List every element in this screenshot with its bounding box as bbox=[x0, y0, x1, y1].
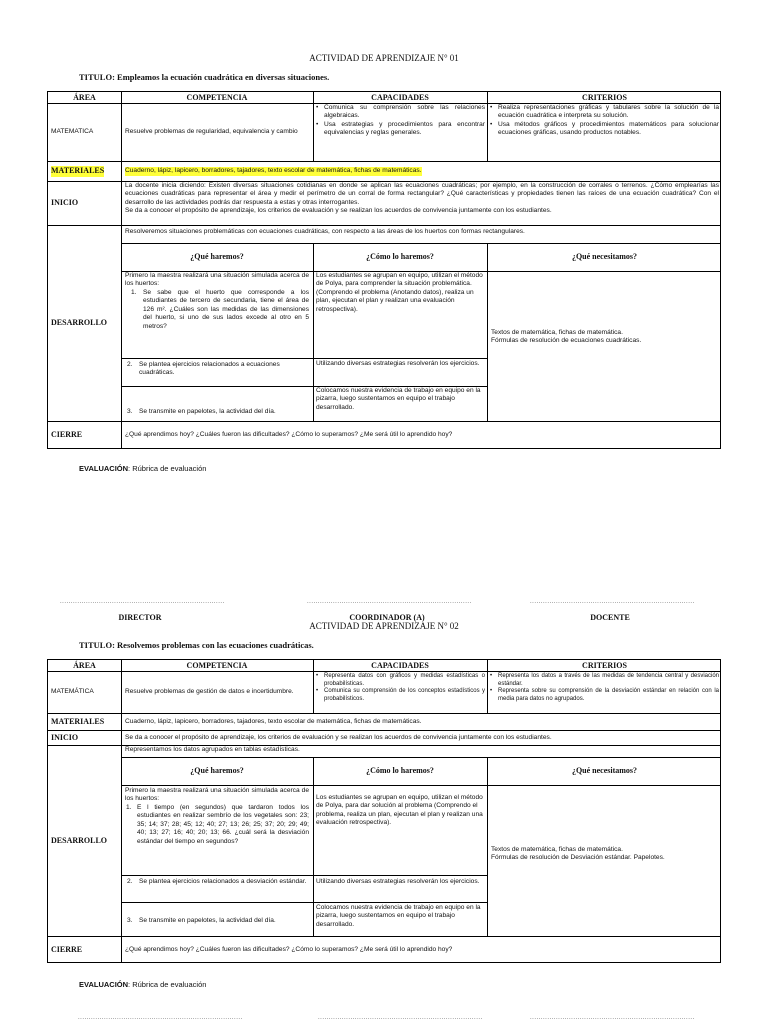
desarrollo-intro: Representamos los datos agrupados en tablas estadísticas. bbox=[125, 746, 300, 753]
title-label: TITULO: bbox=[79, 72, 115, 82]
necesitamos-line: Fórmulas de resolución de ecuaciones cuadráticas. bbox=[491, 337, 642, 345]
list-item: • Usa métodos gráficos y procedimientos matemáticos para solucionar ecuaciones gráficas, usando productos notables. bbox=[489, 121, 719, 138]
inicio-text bbox=[125, 182, 719, 216]
signature-row bbox=[0, 599, 768, 623]
list-item: • Usa estrategias y procedimientos para encontrar equivalencias y reglas generales. bbox=[315, 121, 485, 138]
activity-2-table bbox=[47, 659, 721, 963]
evaluacion-label: EVALUACIÓN bbox=[79, 464, 129, 473]
signature-line: ............................................................................ bbox=[307, 599, 472, 605]
list-item: • Representa los datos a través de las medidas de tendencia central y desviación estándar. bbox=[489, 673, 719, 688]
haremos-intro: Primero la maestra realizará una situación simulada acerca de los huertos: bbox=[125, 787, 309, 803]
signature-role: DIRECTOR bbox=[118, 613, 162, 622]
como-1: Los estudiantes se agrupan en equipo, utilizan el método de Polya, para dar solución al problema (Comprendo el problema, realiza un plan, ejecutan el plan y realizan una evaluación retrospectiva). bbox=[316, 794, 483, 827]
list-item: • Representa datos con gráficos y medidas estadísticas o probabilísticas. bbox=[315, 673, 485, 688]
area-value: MATEMÁTICA bbox=[51, 688, 94, 696]
q-necesitamos: ¿Qué necesitamos? bbox=[571, 252, 638, 262]
cierre-label: CIERRE bbox=[51, 430, 83, 440]
list-item: • Comunica su comprensión sobre las relaciones algebraicas. bbox=[315, 104, 485, 121]
signature-line: ............................................................................ bbox=[78, 1015, 243, 1021]
q-necesitamos: ¿Qué necesitamos? bbox=[571, 766, 638, 776]
activity-1-title bbox=[79, 72, 329, 82]
signature-line: ............................................................................ bbox=[318, 1015, 483, 1021]
col-criterios: CRITERIOS bbox=[582, 93, 627, 102]
haremos-step-3: 3. Se transmite en papelotes, la actividad del día. bbox=[127, 917, 276, 925]
necesitamos-block bbox=[491, 329, 719, 346]
cierre-value: ¿Qué aprendimos hoy? ¿Cuáles fueron las dificultades? ¿Cómo lo superamos? ¿Me será útil lo aprendido hoy? bbox=[125, 946, 453, 954]
inicio-label: INICIO bbox=[51, 198, 79, 208]
activity-2-header: ACTIVIDAD DE APRENDIZAJE N° 02 bbox=[309, 621, 459, 631]
title-text: Resolvemos problemas con las ecuaciones cuadráticas. bbox=[117, 640, 314, 650]
como-3: Colocamos nuestra evidencia de trabajo en equipo en la pizarra, luego sustentamos en equipo el trabajo desarrollado. bbox=[316, 387, 481, 411]
inicio-label: INICIO bbox=[51, 732, 79, 742]
title-text: Empleamos la ecuación cuadrática en diversas situaciones. bbox=[117, 72, 330, 82]
como-2: Utilizando diversas estrategias resolverán los ejercicios. bbox=[316, 360, 480, 367]
activity-1-evaluacion bbox=[79, 464, 206, 473]
col-competencia: COMPETENCIA bbox=[186, 93, 248, 102]
title-label: TITULO: bbox=[79, 640, 115, 650]
como-2: Utilizando diversas estrategias resolverán los ejercicios. bbox=[316, 878, 480, 885]
materiales-label: MATERIALES bbox=[51, 166, 105, 176]
evaluacion-label: EVALUACIÓN bbox=[79, 980, 129, 989]
haremos-block bbox=[125, 272, 309, 331]
col-capacidades: CAPACIDADES bbox=[371, 661, 429, 670]
evaluacion-value: : Rúbrica de evaluación bbox=[128, 980, 207, 989]
col-capacidades: CAPACIDADES bbox=[371, 93, 429, 102]
activity-1-table bbox=[47, 91, 721, 449]
necesitamos-line: Textos de matemática, fichas de matemática. bbox=[491, 846, 623, 853]
signature-line: ............................................................................ bbox=[60, 599, 225, 605]
haremos-step-3: 3. Se transmite en papelotes, la actividad del día. bbox=[127, 407, 276, 415]
q-haremos: ¿Qué haremos? bbox=[190, 252, 244, 262]
haremos-step-2: 2. Se plantea ejercicios relacionados a desviación estándar. bbox=[127, 878, 307, 885]
haremos-intro: Primero la maestra realizará una situación simulada acerca de los huertos: bbox=[125, 272, 309, 288]
col-competencia: COMPETENCIA bbox=[186, 661, 248, 670]
capacidades-list bbox=[315, 104, 485, 138]
signature-role: DOCENTE bbox=[590, 613, 630, 622]
list-item: • Realiza representaciones gráficas y tabulares sobre la solución de la ecuación cuadrática e interpreta su solución. bbox=[489, 104, 719, 121]
list-item: • Representa sobre su comprensión de la desviación estándar en relación con la media para datos no agrupados. bbox=[489, 688, 719, 703]
competencia-value: Resuelve problemas de gestión de datos e incertidumbre. bbox=[125, 688, 294, 696]
haremos-step-1: 1. E l tiempo (en segundos) que tardaron todos los estudiantes en realizar sembrío de los vegetales son: 23; 35; 14; 37; 28; 45; 12; 40; 27; 13; 26; 25; 37; 20; 29; 49; 40; 13; 27; 16; 40; 20; 13; 66. ¿cuál será la desviación estándar del tiempo en segundos? bbox=[126, 803, 309, 845]
signature-line: ............................................................................ bbox=[530, 599, 695, 605]
signature-line: ............................................................................ bbox=[530, 1015, 695, 1021]
activity-2-evaluacion bbox=[79, 980, 206, 989]
activity-1-header: ACTIVIDAD DE APRENDIZAJE N° 01 bbox=[309, 53, 459, 63]
signature-row-2 bbox=[0, 1015, 768, 1024]
necesitamos-block bbox=[491, 846, 719, 863]
desarrollo-label: DESARROLLO bbox=[51, 835, 108, 845]
cierre-label: CIERRE bbox=[51, 945, 83, 955]
criterios-list bbox=[489, 673, 719, 704]
haremos-step-2: 2. Se plantea ejercicios relacionados a ecuaciones cuadráticas. bbox=[127, 361, 280, 377]
haremos-step-1: 1. Se sabe que el huerto que corresponde a los estudiantes de tercero de secundaria, tiene el área de 126 m². ¿Cuáles son las medidas de las dimensiones del huerto, si uno de sus lados excede al otro en 5 metros? bbox=[131, 288, 309, 330]
q-como: ¿Cómo lo haremos? bbox=[366, 252, 434, 262]
activity-2-title bbox=[79, 640, 314, 650]
desarrollo-intro: Resolveremos situaciones problemáticas con ecuaciones cuadráticas, con respecto a las áreas de los huertos con formas rectangulares. bbox=[125, 228, 525, 235]
cierre-value: ¿Qué aprendimos hoy? ¿Cuáles fueron las dificultades? ¿Cómo lo superamos? ¿Me será útil lo aprendido hoy? bbox=[125, 431, 453, 439]
inicio-text: Se da a conocer el propósito de aprendizaje, los criterios de evaluación y se realizan los acuerdos de convivencia juntamente con los estudiantes. bbox=[125, 733, 552, 741]
necesitamos-line: Fórmulas de resolución de Desviación estándar. Papelotes. bbox=[491, 854, 665, 862]
inicio-paragraph: Se da a conocer el propósito de aprendizaje, los criterios de evaluación y se realizan los acuerdos de convivencia juntamente con los estudiantes. bbox=[125, 207, 552, 215]
q-haremos: ¿Qué haremos? bbox=[190, 766, 244, 776]
signature-role: COORDINADOR (A) bbox=[349, 613, 425, 622]
col-criterios: CRITERIOS bbox=[582, 661, 627, 670]
como-1: Los estudiantes se agrupan en equipo, utilizan el método de Polya, para comprender la situación problemática. (Comprendo el problema (Anotando datos), realiza un plan, ejecutan el plan y realizan una evaluación retrospectiva). bbox=[316, 272, 483, 313]
area-value: MATEMATICA bbox=[51, 128, 94, 136]
col-area: ÁREA bbox=[73, 93, 96, 102]
materiales-value: Cuaderno, lápiz, lapicero, borradores, tajadores, texto escolar de matemática, fichas de matemáticas. bbox=[125, 167, 422, 175]
competencia-value: Resuelve problemas de regularidad, equivalencia y cambio bbox=[125, 128, 298, 136]
necesitamos-line: Textos de matemática, fichas de matemática. bbox=[491, 329, 623, 336]
capacidades-list bbox=[315, 673, 485, 704]
q-como: ¿Cómo lo haremos? bbox=[366, 766, 434, 776]
materiales-label: MATERIALES bbox=[51, 716, 105, 726]
col-area: ÁREA bbox=[73, 661, 96, 670]
criterios-list bbox=[489, 104, 719, 138]
materiales-value: Cuaderno, lápiz, lapicero, borradores, tajadores, texto escolar de matemática, fichas de matemáticas. bbox=[125, 717, 422, 725]
list-item: • Comunica su comprensión de los conceptos estadísticos y probabilísticos. bbox=[315, 688, 485, 703]
desarrollo-label: DESARROLLO bbox=[51, 318, 108, 328]
como-3: Colocamos nuestra evidencia de trabajo en equipo en la pizarra, luego sustentamos en equipo el trabajo desarrollado. bbox=[316, 904, 481, 928]
evaluacion-value: : Rúbrica de evaluación bbox=[128, 464, 207, 473]
inicio-paragraph: La docente inicia diciendo: Existen diversas situaciones cotidianas en donde se aplican las ecuaciones cuadráticas; por ejemplo, en la construcción de corrales o terrenos. ¿Cómo emplearías las ecuaciones cuadráticas para representar el área y medir el perímetro de un corral de forma rectangular? ¿Qué características y propiedades tienen las raíces de una ecuación cuadrática? Con el desarrollo de las actividades podrás dar respuesta a estas y otras interrogantes. bbox=[125, 182, 719, 206]
haremos-block bbox=[125, 787, 309, 846]
